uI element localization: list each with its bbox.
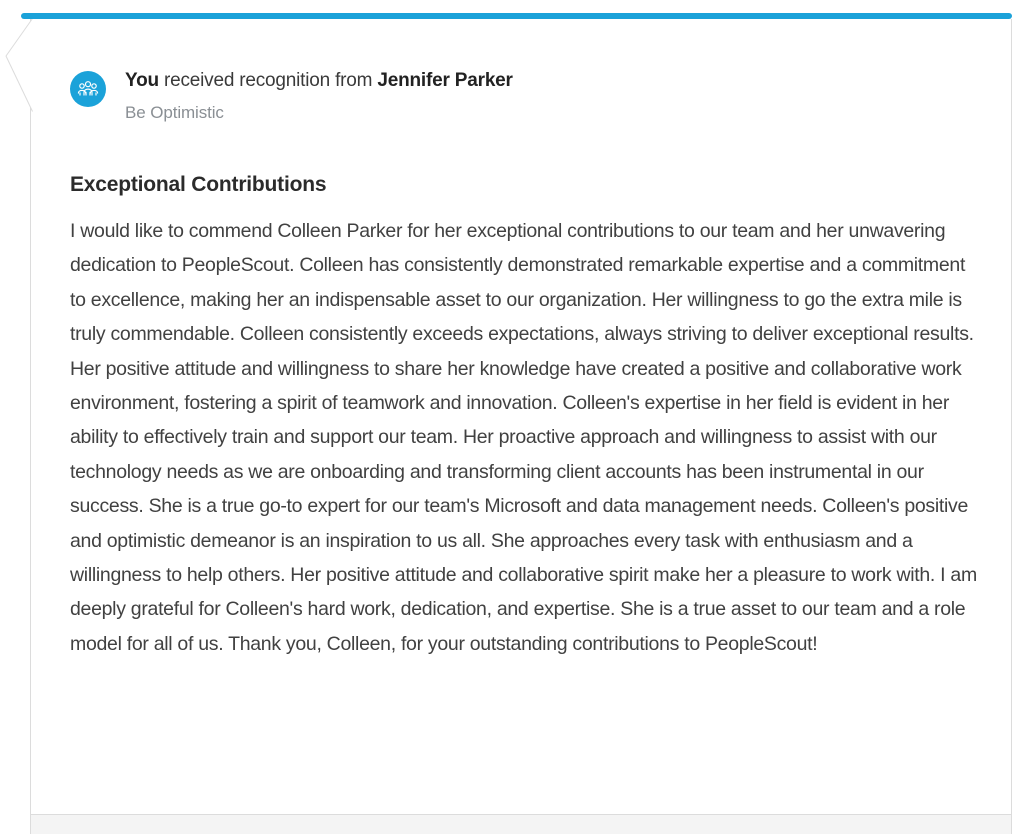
recognition-header	[70, 69, 974, 123]
recognition-message: I would like to commend Colleen Parker for her exceptional contributions to our team and her unwavering dedication to PeopleScout. Colleen has consistently demonstrated remarkable expertise and a commitment to excellence, making her an indispensable asset to our organization. Her willingness to go the extra mile is truly commendable. Colleen consistently exceeds expectations, always striving to deliver exceptional results. Her positive attitude and willingness to share her knowledge have created a positive and collaborative work environment, fostering a spirit of teamwork and innovation. Colleen's expertise in her field is evident in her ability to effectively train and support our team. Her proactive approach and willingness to assist with our technology needs as we are onboarding and transforming client accounts has been instrumental in our success. She is a true go-to expert for our team's Microsoft and data management needs. Colleen's positive and optimistic demeanor is an inspiration to us all. She approaches every task with enthusiasm and a willingness to help others. Her positive attitude and collaborative spirit make her a pleasure to work with. I am deeply grateful for Colleen's hard work, dedication, and expertise. She is a true asset to our team and a role model for all of us. Thank you, Colleen, for your outstanding contributions to PeopleScout!	[70, 220, 977, 655]
card-pointer-notch	[3, 18, 33, 112]
recognition-card	[30, 13, 1012, 834]
recognition-header-text	[125, 69, 513, 123]
headline-connector: received recognition from	[163, 70, 373, 91]
company-value-tag: Be Optimistic	[125, 103, 224, 122]
card-footer-band	[30, 814, 1012, 834]
card-accent-bar	[21, 13, 1012, 19]
sender-name-link[interactable]: Jennifer Parker	[377, 70, 513, 91]
recognition-card-body	[30, 19, 1012, 815]
recognition-title: Exceptional Contributions	[70, 173, 327, 196]
recognition-headline	[125, 69, 513, 93]
recipient-name-link[interactable]: You	[125, 70, 159, 91]
team-icon	[75, 78, 101, 100]
recognition-avatar	[70, 71, 106, 107]
